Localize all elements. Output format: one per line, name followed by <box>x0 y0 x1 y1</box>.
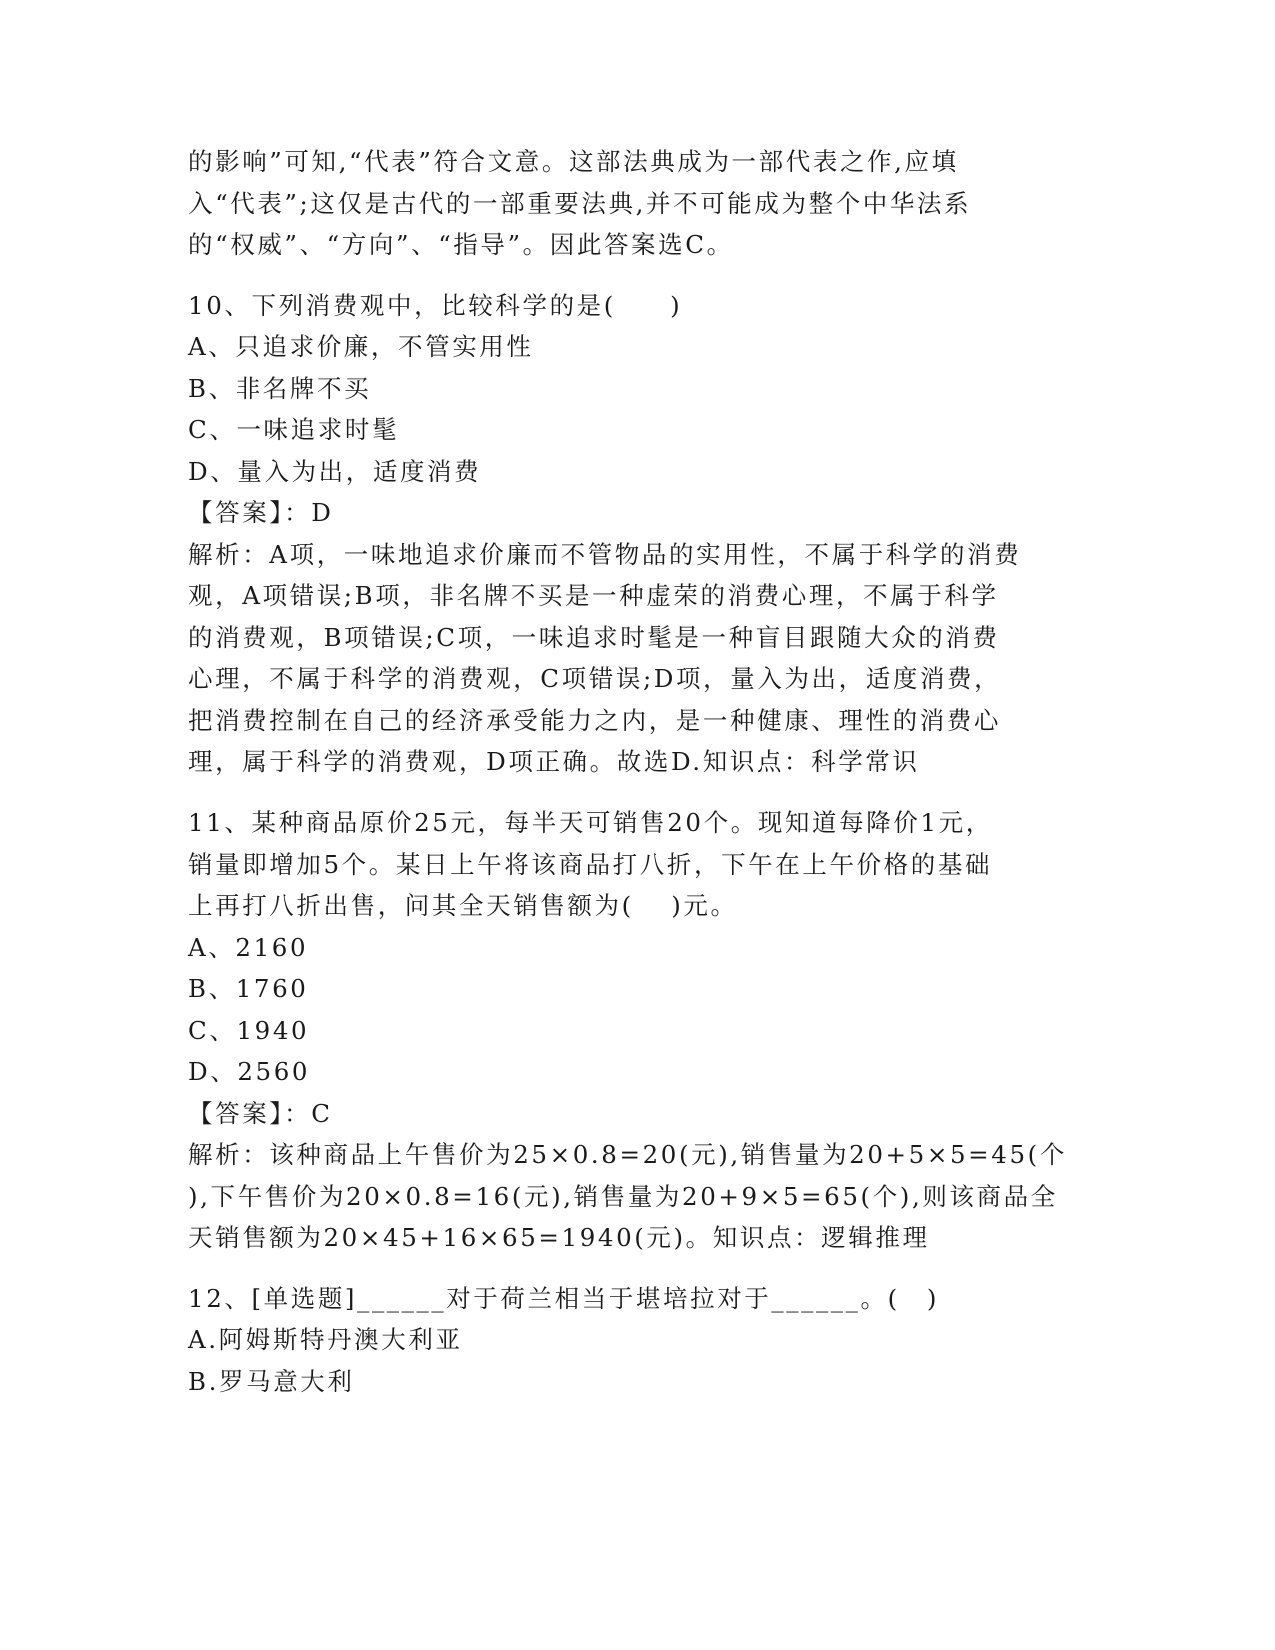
q11-answer: 【答案】：C <box>188 1099 333 1128</box>
q11-option-c: C、1940 <box>188 1016 310 1045</box>
q10-explanation-line-6: 理，属于科学的消费观，D项正确。故选D.知识点：科学常识 <box>188 747 920 776</box>
q11-option-a: A、2160 <box>188 933 309 962</box>
q11-explanation-line-1: 解析：该种商品上午售价为25×0.8=20(元),销售量为20+5×5=45(个 <box>188 1140 1067 1169</box>
q11-stem-line-2: 销量即增加5个。某日上午将该商品打八折，下午在上午价格的基础 <box>188 850 993 879</box>
q10-option-a: A、只追求价廉，不管实用性 <box>188 332 534 361</box>
prev-explanation-line-2: 入“代表”;这仅是古代的一部重要法典,并不可能成为整个中华法系 <box>188 189 972 218</box>
q11-explanation-line-2: ),下午售价为20×0.8=16(元),销售量为20+9×5=65(个),则该商品全 <box>188 1182 1058 1211</box>
q11-explanation-line-3: 天销售额为20×45+16×65=1940(元)。知识点：逻辑推理 <box>188 1223 930 1252</box>
q10-explanation-line-2: 观，A项错误;B项，非名牌不买是一种虚荣的消费心理，不属于科学 <box>188 581 999 610</box>
q10-option-b: B、非名牌不买 <box>188 374 372 403</box>
q11-option-b: B、1760 <box>188 974 309 1003</box>
q11-stem-line-1: 11、某种商品原价25元，每半天可销售20个。现知道每降价1元， <box>188 808 993 837</box>
q10-option-c: C、一味追求时髦 <box>188 415 400 444</box>
q12-option-b: B.罗马意大利 <box>188 1367 355 1396</box>
q10-explanation-line-1: 解析：A项，一味地追求价廉而不管物品的实用性，不属于科学的消费 <box>188 540 1022 569</box>
q12-stem: 12、[单选题]______对于荷兰相当于堪培拉对于______。( ) <box>188 1284 940 1313</box>
q12-option-a: A.阿姆斯特丹澳大利亚 <box>188 1325 463 1354</box>
q10-explanation-line-3: 的消费观，B项错误;C项，一味追求时髦是一种盲目跟随大众的消费 <box>188 623 1000 652</box>
prev-explanation-line-1: 的影响”可知,“代表”符合文意。这部法典成为一部代表之作,应填 <box>188 147 959 176</box>
q10-answer: 【答案】：D <box>188 498 334 527</box>
q10-explanation-line-4: 心理，不属于科学的消费观，C项错误;D项，量入为出，适度消费， <box>188 664 1002 693</box>
q11-stem-line-3: 上再打八折出售，问其全天销售额为( )元。 <box>188 891 738 920</box>
q10-explanation-line-5: 把消费控制在自己的经济承受能力之内，是一种健康、理性的消费心 <box>188 706 1001 735</box>
q10-stem: 10、下列消费观中，比较科学的是( ) <box>188 291 683 320</box>
q10-option-d: D、量入为出，适度消费 <box>188 457 482 486</box>
q11-option-d: D、2560 <box>188 1057 311 1086</box>
prev-explanation-line-3: 的“权威”、“方向”、“指导”。因此答案选C。 <box>188 230 734 259</box>
